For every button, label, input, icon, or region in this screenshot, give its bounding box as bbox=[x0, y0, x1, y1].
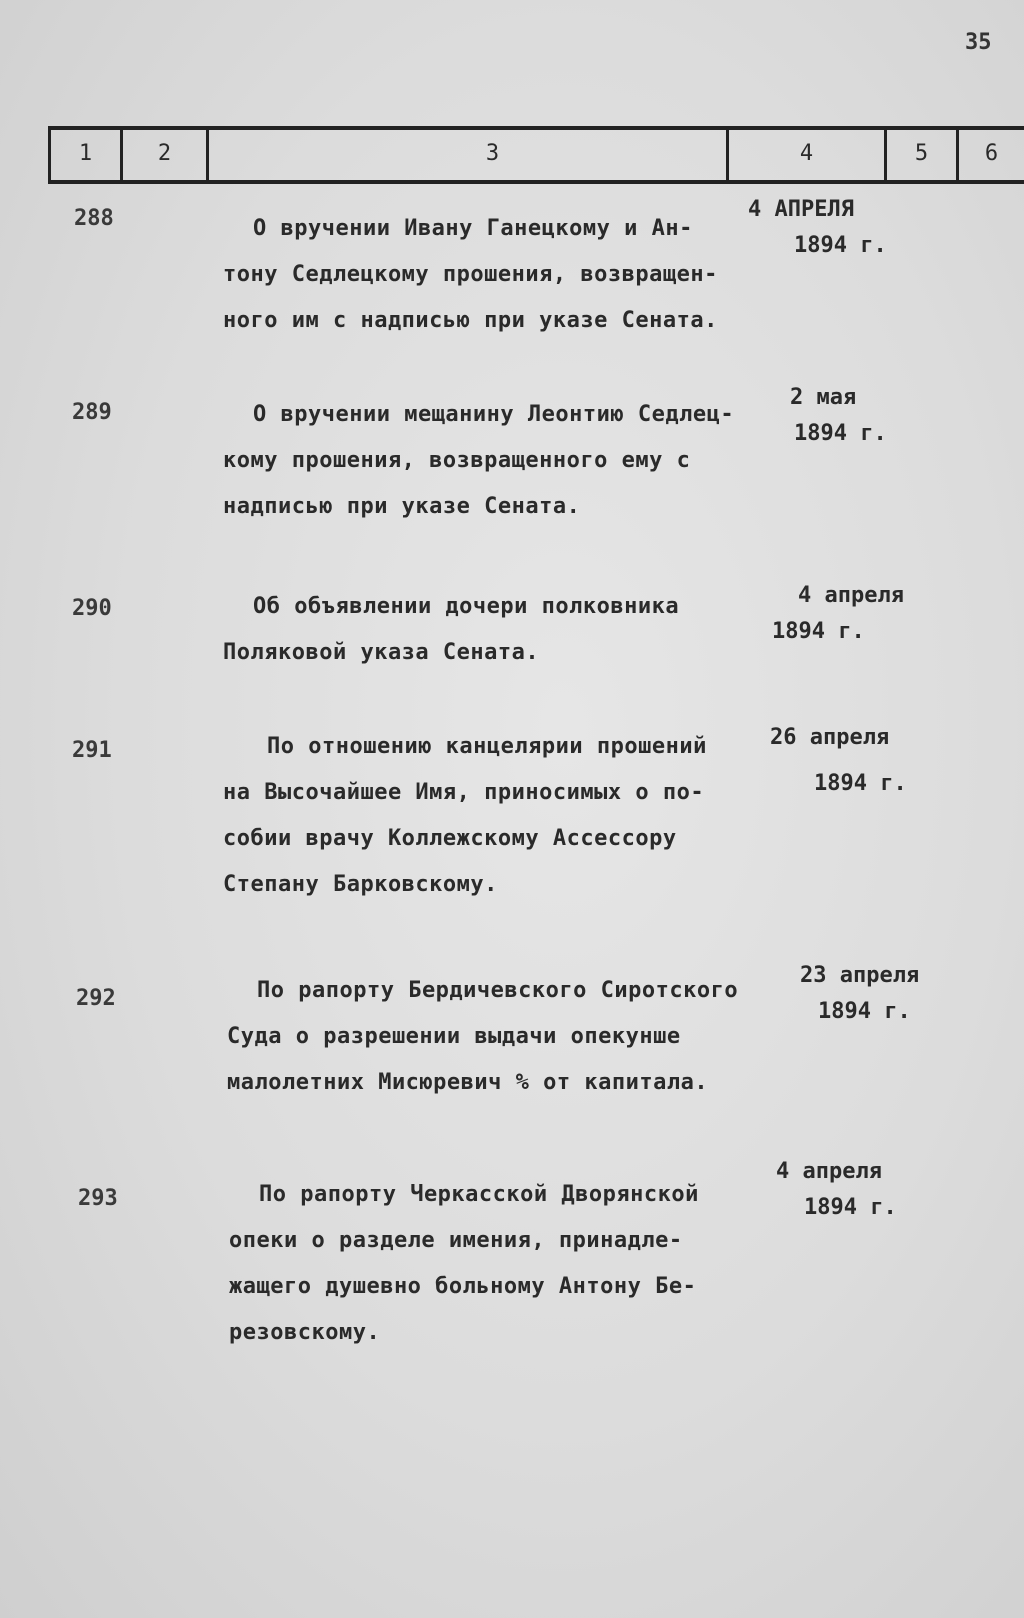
date-year: 1894 г. bbox=[818, 999, 911, 1024]
description-line: О вручении мещанину Леонтию Седлец- bbox=[253, 402, 735, 427]
entry-description bbox=[223, 584, 679, 676]
date-day: 4 АПРЕЛЯ bbox=[748, 197, 854, 222]
entry-date bbox=[776, 1154, 897, 1226]
page-number: 35 bbox=[965, 30, 992, 55]
date-year: 1894 г. bbox=[814, 771, 907, 796]
description-line: По отношению канцелярии прошений bbox=[267, 734, 707, 759]
entry-date bbox=[790, 380, 887, 452]
description-line: ного им с надписью при указе Сената. bbox=[223, 308, 718, 333]
entry-number: 291 bbox=[72, 738, 112, 763]
date-day: 4 апреля bbox=[798, 583, 904, 608]
date-day: 2 мая bbox=[790, 385, 857, 410]
description-line: Степану Барковскому. bbox=[223, 872, 498, 897]
entry-date bbox=[748, 192, 887, 264]
description-line: на Высочайшее Имя, приносимых о по- bbox=[223, 780, 705, 805]
description-line: надписью при указе Сената. bbox=[223, 494, 581, 519]
description-line: Поляковой указа Сената. bbox=[223, 640, 540, 665]
entry-number: 293 bbox=[78, 1186, 118, 1211]
entry-number: 288 bbox=[74, 206, 114, 231]
header-col-6: 6 bbox=[956, 130, 1024, 180]
header-col-1: 1 bbox=[48, 130, 120, 180]
description-line: Об объявлении дочери полковника bbox=[253, 594, 680, 619]
description-line: собии врачу Коллежскому Ассессору bbox=[223, 826, 677, 851]
entry-number: 289 bbox=[72, 400, 112, 425]
entry-date bbox=[772, 578, 904, 650]
header-col-3: 3 bbox=[206, 130, 776, 180]
description-line: опеки о разделе имения, принадле- bbox=[229, 1228, 683, 1253]
header-col-2: 2 bbox=[120, 130, 206, 180]
header-col-5: 5 bbox=[884, 130, 956, 180]
entry-description bbox=[229, 1172, 699, 1356]
description-line: резовскому. bbox=[229, 1320, 381, 1345]
description-line: кому прошения, возвращенного ему с bbox=[223, 448, 691, 473]
entry-description bbox=[223, 206, 718, 344]
entry-date bbox=[770, 720, 907, 802]
description-line: малолетних Мисюревич % от капитала. bbox=[227, 1070, 709, 1095]
date-day: 4 апреля bbox=[776, 1159, 882, 1184]
header-col-4: 4 bbox=[726, 130, 884, 180]
description-line: По рапорту Бердичевского Сиротского bbox=[257, 978, 739, 1003]
date-year: 1894 г. bbox=[804, 1195, 897, 1220]
entry-number: 290 bbox=[72, 596, 112, 621]
date-day: 26 апреля bbox=[770, 725, 890, 750]
entry-description bbox=[223, 392, 734, 530]
description-line: Суда о разрешении выдачи опекунше bbox=[227, 1024, 681, 1049]
table-header bbox=[48, 126, 1024, 184]
date-year: 1894 г. bbox=[772, 619, 865, 644]
description-line: По рапорту Черкасской Дворянской bbox=[259, 1182, 699, 1207]
date-year: 1894 г. bbox=[794, 421, 887, 446]
date-day: 23 апреля bbox=[800, 963, 920, 988]
description-line: О вручении Ивану Ганецкому и Ан- bbox=[253, 216, 693, 241]
entry-date bbox=[800, 958, 919, 1030]
date-year: 1894 г. bbox=[794, 233, 887, 258]
description-line: жащего душевно больному Антону Бе- bbox=[229, 1274, 697, 1299]
entry-description bbox=[227, 968, 738, 1106]
entry-number: 292 bbox=[76, 986, 116, 1011]
description-line: тону Седлецкому прошения, возвращен- bbox=[223, 262, 718, 287]
entry-description bbox=[223, 724, 707, 908]
